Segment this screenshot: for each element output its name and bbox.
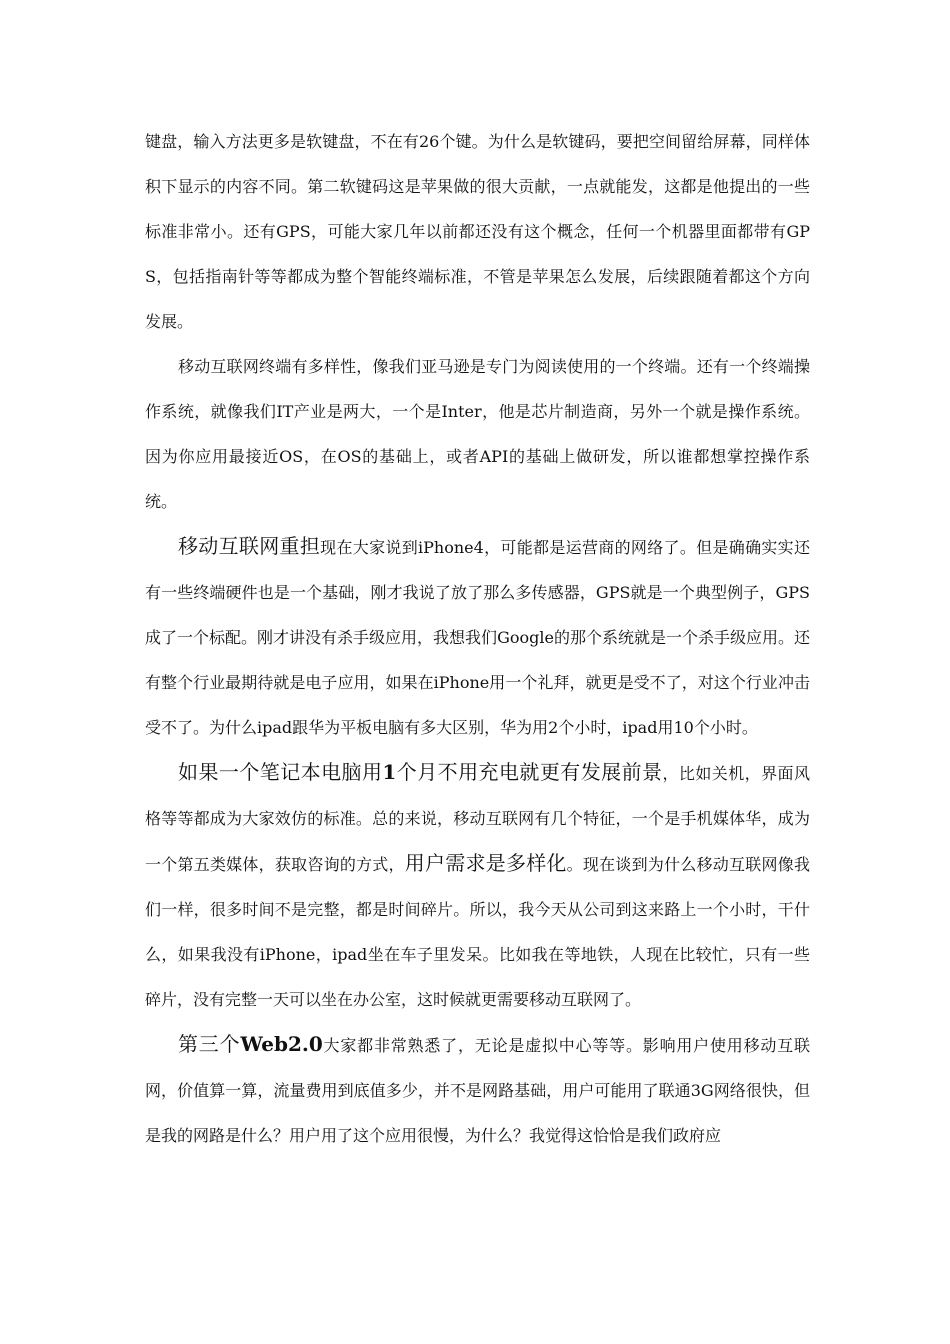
paragraph-2-text: 移动互联网终端有多样性，像我们亚马逊是专门为阅读使用的一个终端。还有一个终端操作系统，就像我们IT产业是两大，一个是Inter，他是芯片制造商，另外一个就是操作系统。因为你应用最接近OS，在OS的基础上，或者API的基础上做研发，所以谁都想掌控操作系统。	[145, 357, 810, 511]
paragraph-4-text-b: 。现在谈到为什么移动互联网像我们一样，很多时间不是完整，都是时间碎片。所以，我今天从公司到这来路上一个小时，干什么，如果我没有iPhone，ipad坐在车子里发呆。比如我在等地铁，人现在比较忙，只有一些碎片，没有完整一天可以坐在办公室，这时候就更需要移动互联网了。	[145, 855, 810, 1009]
paragraph-4-text-a: ，比如关机，界面风格等等都成为大家效仿的标准。总的来说，移动互联网有几个特征，一个是手机媒体华，成为一个第五类媒体，获取咨询的方式，	[145, 764, 811, 874]
paragraph-3-lead: 移动互联网重担	[178, 534, 321, 558]
paragraph-3	[145, 524, 810, 750]
paragraph-1-text: 键盘，输入方法更多是软键盘，不在有26个键。为什么是软键码，要把空间留给屏幕，同样体积下显示的内容不同。第二软键码这是苹果做的很大贡献，一点就能发，这都是他提出的一些标准非常小。还有GPS，可能大家几年以前都还没有这个概念，任何一个机器里面都带有GPS，包括指南针等等都成为整个智能终端标准，不管是苹果怎么发展，后续跟随着都这个方向发展。	[145, 132, 810, 331]
paragraph-3-text: 现在大家说到iPhone4，可能都是运营商的网络了。但是确确实实还有一些终端硬件也是一个基础，刚才我说了放了那么多传感器，GPS就是一个典型例子，GPS成了一个标配。刚才讲没有杀手级应用，我想我们Google的那个系统就是一个杀手级应用。还有整个行业最期待就是电子应用，如果在iPhone用一个礼拜，就更是受不了，对这个行业冲击受不了。为什么ipad跟华为平板电脑有多大区别，华为用2个小时，ipad用10个小时。	[145, 538, 810, 737]
paragraph-4-lead-b: 个月不用充电就更有发展前景	[396, 760, 663, 784]
paragraph-5-text: 大家都非常熟悉了，无论是虚拟中心等等。影响用户使用移动互联网，价值算一算，流量费用到底值多少，并不是网路基础，用户可能用了联通3G网络很快，但是我的网路是什么？用户用了这个应用很慢，为什么？我觉得这恰恰是我们政府应	[145, 1036, 810, 1145]
paragraph-5	[145, 1022, 810, 1158]
paragraph-5-lead: 第三个	[178, 1032, 241, 1056]
paragraph-1	[145, 119, 810, 344]
paragraph-2	[145, 344, 810, 524]
paragraph-4-lead-number: 1	[382, 760, 397, 784]
paragraph-4-highlight: 用户需求是多样化	[404, 851, 567, 875]
paragraph-4-lead-a: 如果一个笔记本电脑用	[178, 760, 383, 784]
document-body	[145, 119, 810, 1158]
paragraph-4	[145, 750, 810, 1022]
paragraph-5-lead-bold: Web2.0	[240, 1032, 323, 1056]
